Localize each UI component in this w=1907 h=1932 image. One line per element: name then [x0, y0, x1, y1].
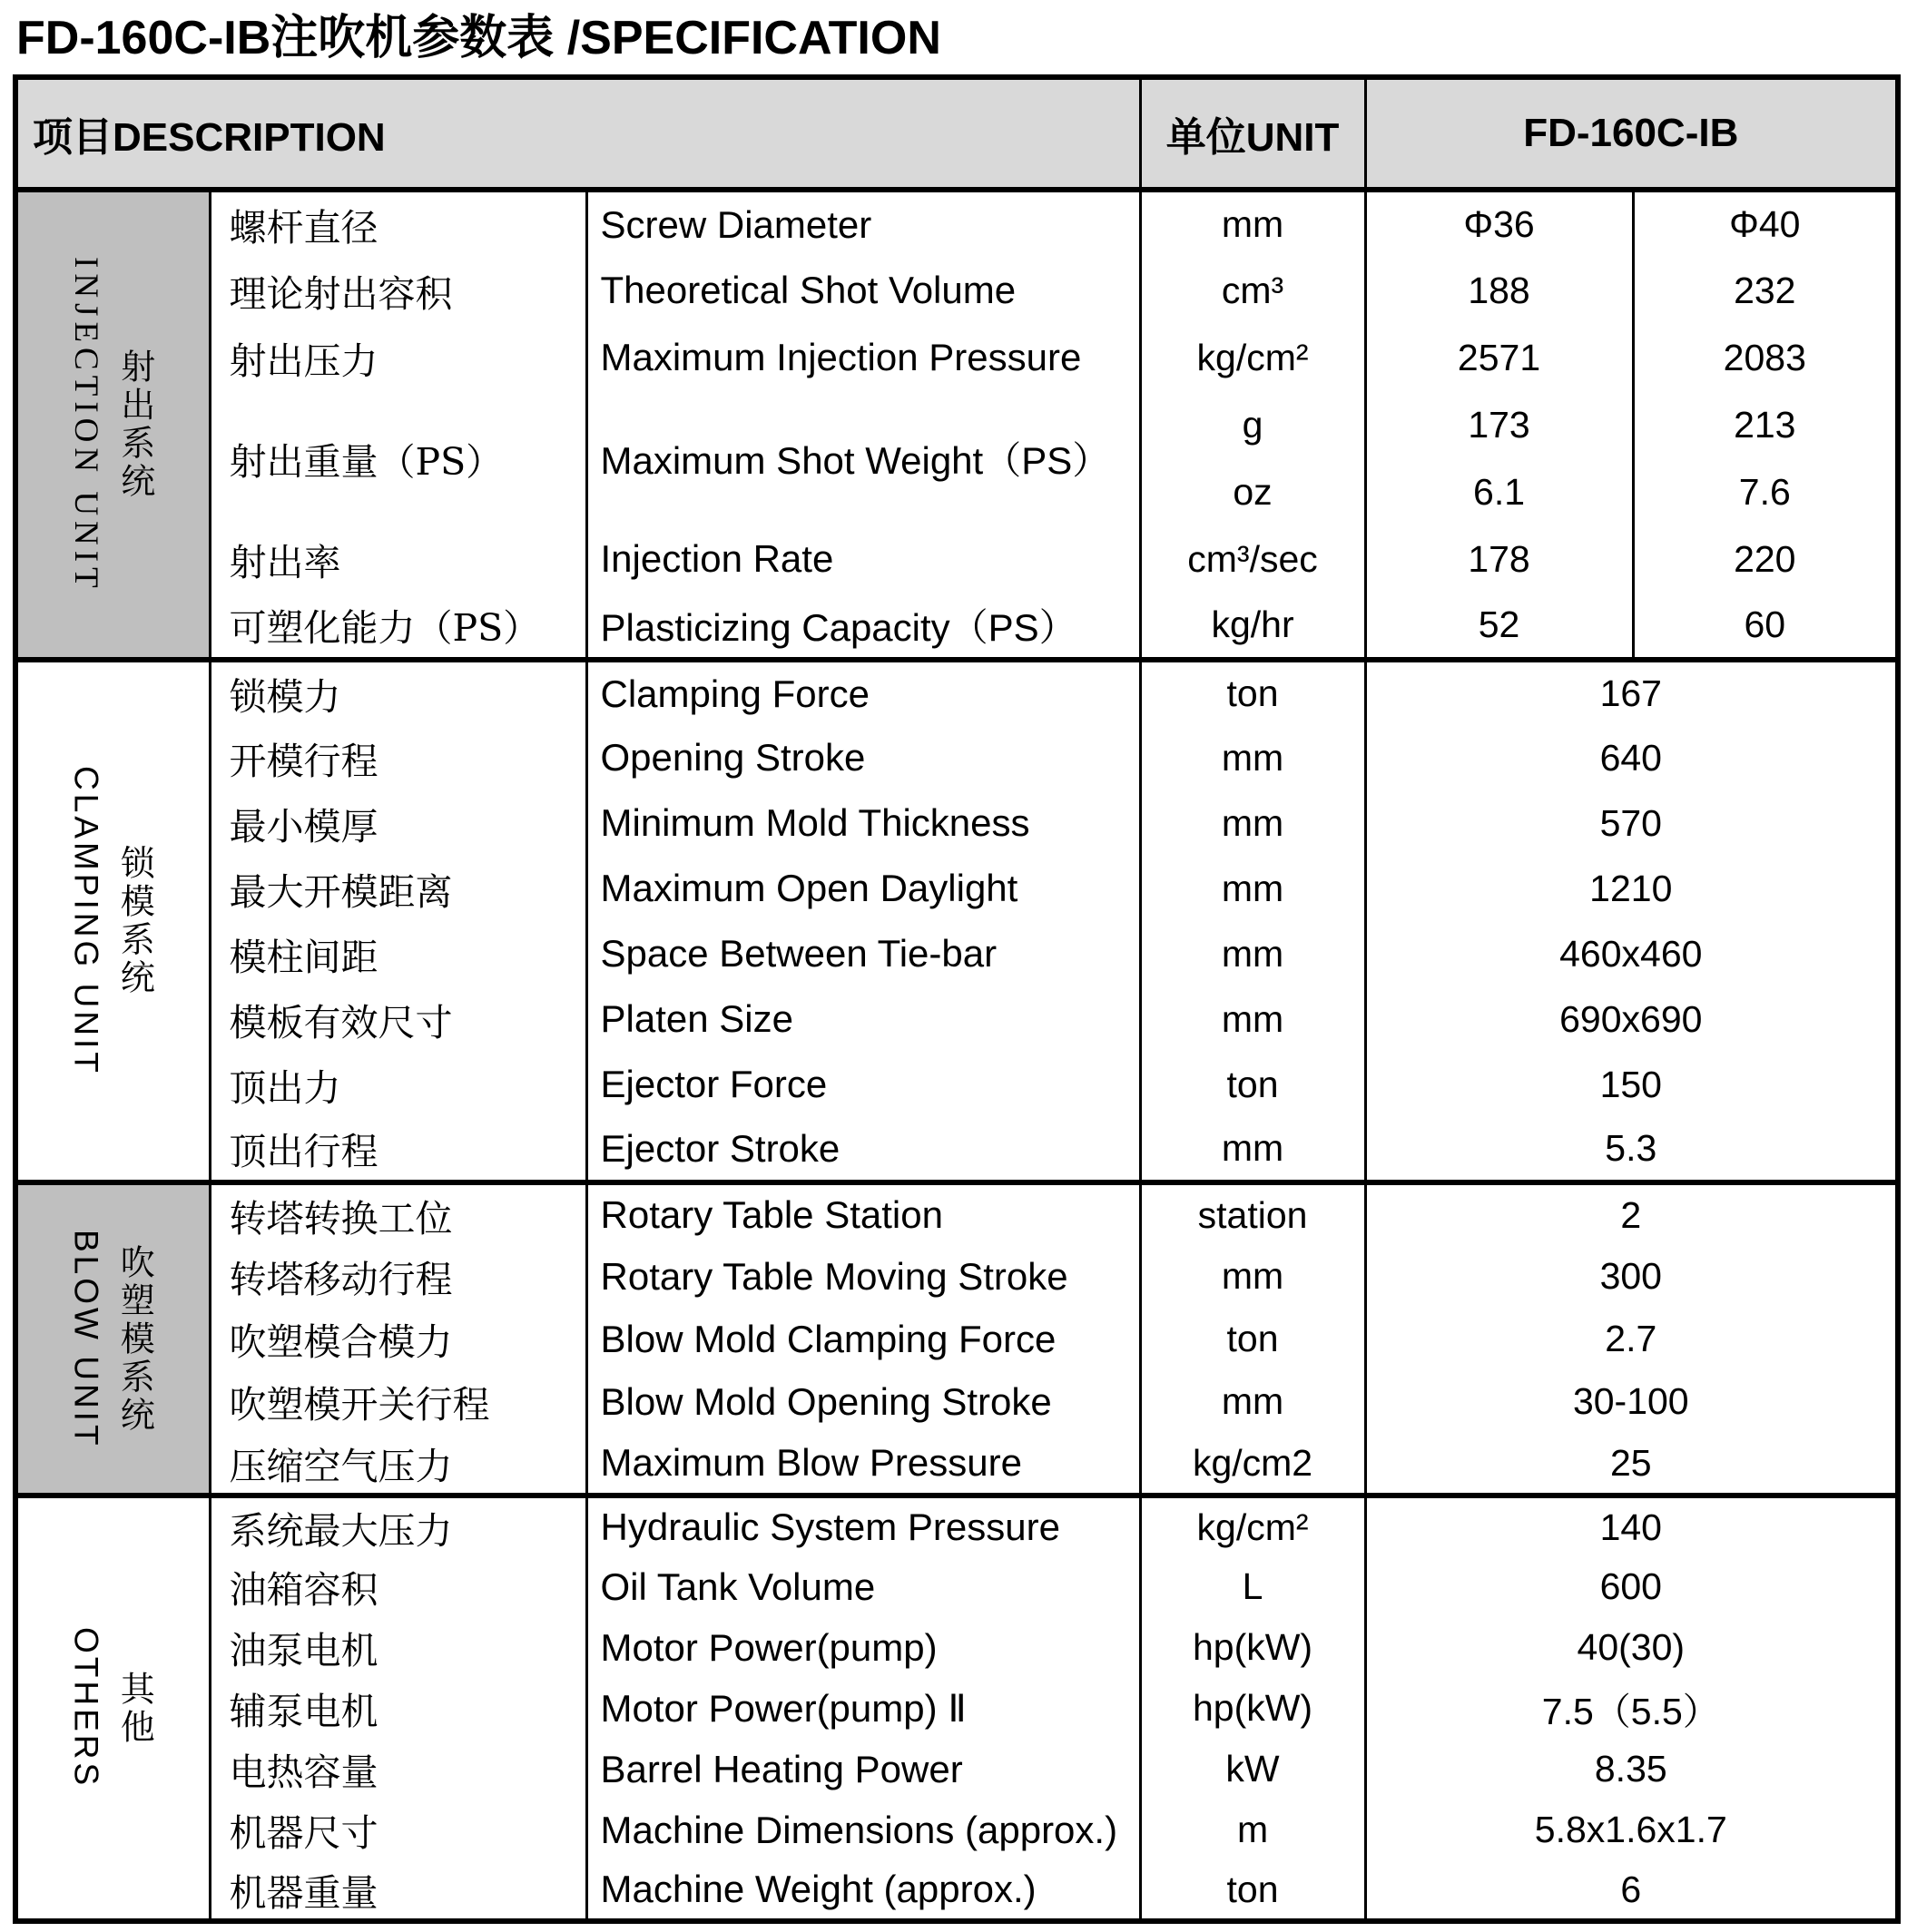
value-cell: 8.35	[1365, 1739, 1898, 1800]
section-label-wrap	[18, 1230, 209, 1449]
row-label-zh: 模板有效尺寸	[210, 986, 586, 1052]
value-cell: 690x690	[1365, 986, 1898, 1052]
value-cell: 1210	[1365, 856, 1898, 921]
value-cell: 25	[1365, 1433, 1898, 1496]
row-label-en: Ejector Force	[586, 1052, 1140, 1117]
row-label-en: Theoretical Shot Volume	[586, 257, 1140, 324]
value-cell: 7.5（5.5）	[1365, 1678, 1898, 1739]
row-label-zh: 射出压力	[210, 324, 586, 391]
value-cell: 167	[1365, 660, 1898, 725]
unit-cell: m	[1140, 1800, 1365, 1860]
section-label-en-others: OTHERS	[67, 1627, 105, 1790]
unit-cell: mm	[1140, 1117, 1365, 1182]
value-cell: 140	[1365, 1496, 1898, 1556]
row-label-en: Maximum Open Daylight	[586, 856, 1140, 921]
row-label-zh: 油泵电机	[210, 1617, 586, 1678]
unit-cell: L	[1140, 1556, 1365, 1617]
row-label-zh: 开模行程	[210, 725, 586, 790]
spec-row	[15, 1496, 1898, 1556]
section-label-wrap	[18, 766, 209, 1076]
header-unit: 单位UNIT	[1140, 77, 1365, 190]
row-label-zh: 顶出行程	[210, 1117, 586, 1182]
value-cell: 300	[1365, 1245, 1898, 1308]
row-label-zh: 可塑化能力（PS）	[210, 593, 586, 660]
row-label-en: Maximum Injection Pressure	[586, 324, 1140, 391]
header-row	[15, 77, 1898, 190]
section-label-zh-others: 其他	[114, 1670, 155, 1747]
row-label-en: Injection Rate	[586, 525, 1140, 593]
unit-cell: kg/cm2	[1140, 1433, 1365, 1496]
spec-table-body	[15, 190, 1898, 1921]
spec-row	[15, 1617, 1898, 1678]
unit-cell: ton	[1140, 1052, 1365, 1117]
value-cell: Φ40	[1633, 190, 1898, 257]
row-label-en: Machine Dimensions (approx.)	[586, 1800, 1140, 1860]
section-label-zh-injection: 射出系统	[114, 348, 155, 501]
unit-cell: mm	[1140, 790, 1365, 856]
unit-cell: ton	[1140, 660, 1365, 725]
row-label-zh: 电热容量	[210, 1739, 586, 1800]
spec-row	[15, 660, 1898, 725]
section-label-zh-blow: 吹塑模系统	[114, 1243, 155, 1435]
row-label-en: Hydraulic System Pressure	[586, 1496, 1140, 1556]
row-label-en: Minimum Mold Thickness	[586, 790, 1140, 856]
value-cell: 570	[1365, 790, 1898, 856]
section-sidebar-blow	[15, 1182, 210, 1496]
row-label-en: Motor Power(pump)	[586, 1617, 1140, 1678]
value-cell: 213	[1633, 391, 1898, 458]
unit-cell: kg/cm²	[1140, 1496, 1365, 1556]
value-cell: 5.3	[1365, 1117, 1898, 1182]
unit-cell: kg/hr	[1140, 593, 1365, 660]
row-label-zh: 螺杆直径	[210, 190, 586, 257]
value-cell: Φ36	[1365, 190, 1633, 257]
spec-row	[15, 1245, 1898, 1308]
unit-cell: kW	[1140, 1739, 1365, 1800]
unit-cell: hp(kW)	[1140, 1678, 1365, 1739]
spec-row	[15, 1052, 1898, 1117]
row-label-zh: 机器尺寸	[210, 1800, 586, 1860]
spec-row	[15, 725, 1898, 790]
row-label-en: Machine Weight (approx.)	[586, 1860, 1140, 1921]
value-cell: 150	[1365, 1052, 1898, 1117]
value-cell: 30-100	[1365, 1370, 1898, 1433]
section-label-en-blow: BLOW UNIT	[67, 1229, 105, 1449]
spec-row	[15, 790, 1898, 856]
value-cell: 188	[1365, 257, 1633, 324]
spec-row	[15, 1308, 1898, 1370]
row-label-zh: 射出率	[210, 525, 586, 593]
row-label-en: Motor Power(pump) Ⅱ	[586, 1678, 1140, 1739]
spec-row	[15, 1433, 1898, 1496]
row-label-zh: 机器重量	[210, 1860, 586, 1921]
value-cell: 2	[1365, 1182, 1898, 1245]
spec-row	[15, 1739, 1898, 1800]
row-label-zh: 油箱容积	[210, 1556, 586, 1617]
unit-cell: kg/cm²	[1140, 324, 1365, 391]
row-label-en: Maximum Shot Weight（PS）	[586, 391, 1140, 525]
row-label-zh: 最大开模距离	[210, 856, 586, 921]
spec-row	[15, 1800, 1898, 1860]
row-label-en: Ejector Stroke	[586, 1117, 1140, 1182]
value-cell: 5.8x1.6x1.7	[1365, 1800, 1898, 1860]
spec-row	[15, 1182, 1898, 1245]
row-label-zh: 射出重量（PS）	[210, 391, 586, 525]
row-label-zh: 吹塑模合模力	[210, 1308, 586, 1370]
row-label-zh: 系统最大压力	[210, 1496, 586, 1556]
spec-row	[15, 921, 1898, 986]
row-label-en: Opening Stroke	[586, 725, 1140, 790]
section-sidebar-clamping	[15, 660, 210, 1182]
section-label-zh-clamping: 锁模系统	[114, 844, 155, 997]
unit-cell: ton	[1140, 1308, 1365, 1370]
spec-row	[15, 391, 1898, 458]
row-label-en: Maximum Blow Pressure	[586, 1433, 1140, 1496]
row-label-zh: 模柱间距	[210, 921, 586, 986]
header-description: 项目DESCRIPTION	[15, 77, 1140, 190]
value-cell: 460x460	[1365, 921, 1898, 986]
value-cell: 6	[1365, 1860, 1898, 1921]
row-label-zh: 吹塑模开关行程	[210, 1370, 586, 1433]
row-label-en: Platen Size	[586, 986, 1140, 1052]
value-cell: 232	[1633, 257, 1898, 324]
page-title: FD-160C-IB注吹机参数表 /SPECIFICATION	[16, 12, 941, 64]
row-label-en: Blow Mold Clamping Force	[586, 1308, 1140, 1370]
spec-row	[15, 190, 1898, 257]
unit-cell: hp(kW)	[1140, 1617, 1365, 1678]
section-label-wrap	[18, 257, 209, 593]
unit-cell: mm	[1140, 856, 1365, 921]
unit-cell: ton	[1140, 1860, 1365, 1921]
value-cell: 2.7	[1365, 1308, 1898, 1370]
value-cell: 6.1	[1365, 458, 1633, 525]
spec-row	[15, 986, 1898, 1052]
spec-row	[15, 1860, 1898, 1921]
unit-cell: cm³	[1140, 257, 1365, 324]
unit-cell: mm	[1140, 986, 1365, 1052]
row-label-zh: 理论射出容积	[210, 257, 586, 324]
section-sidebar-injection	[15, 190, 210, 660]
row-label-en: Oil Tank Volume	[586, 1556, 1140, 1617]
spec-table	[13, 74, 1901, 1924]
row-label-en: Plasticizing Capacity（PS）	[586, 593, 1140, 660]
value-cell: 2083	[1633, 324, 1898, 391]
row-label-en: Space Between Tie-bar	[586, 921, 1140, 986]
unit-cell: cm³/sec	[1140, 525, 1365, 593]
spec-row	[15, 1370, 1898, 1433]
unit-cell: mm	[1140, 1370, 1365, 1433]
spec-row	[15, 1556, 1898, 1617]
section-label-wrap	[18, 1627, 209, 1789]
value-cell: 7.6	[1633, 458, 1898, 525]
row-label-zh: 压缩空气压力	[210, 1433, 586, 1496]
unit-cell: mm	[1140, 1245, 1365, 1308]
spec-row	[15, 1678, 1898, 1739]
value-cell: 52	[1365, 593, 1633, 660]
unit-cell: station	[1140, 1182, 1365, 1245]
section-label-en-injection: INJECTION UNIT	[66, 256, 104, 593]
value-cell: 600	[1365, 1556, 1898, 1617]
unit-cell: mm	[1140, 921, 1365, 986]
row-label-zh: 转塔移动行程	[210, 1245, 586, 1308]
value-cell: 220	[1633, 525, 1898, 593]
row-label-en: Screw Diameter	[586, 190, 1140, 257]
unit-cell: mm	[1140, 725, 1365, 790]
spec-row	[15, 593, 1898, 660]
unit-cell: g	[1140, 391, 1365, 458]
spec-table-header	[15, 77, 1898, 190]
value-cell: 640	[1365, 725, 1898, 790]
row-label-zh: 顶出力	[210, 1052, 586, 1117]
row-label-en: Blow Mold Opening Stroke	[586, 1370, 1140, 1433]
row-label-zh: 辅泵电机	[210, 1678, 586, 1739]
spec-row	[15, 324, 1898, 391]
spec-row	[15, 1117, 1898, 1182]
row-label-en: Barrel Heating Power	[586, 1739, 1140, 1800]
row-label-zh: 锁模力	[210, 660, 586, 725]
row-label-en: Clamping Force	[586, 660, 1140, 725]
row-label-en: Rotary Table Station	[586, 1182, 1140, 1245]
value-cell: 173	[1365, 391, 1633, 458]
unit-cell: oz	[1140, 458, 1365, 525]
spec-row	[15, 525, 1898, 593]
value-cell: 178	[1365, 525, 1633, 593]
value-cell: 2571	[1365, 324, 1633, 391]
value-cell: 40(30)	[1365, 1617, 1898, 1678]
section-sidebar-others	[15, 1496, 210, 1921]
spec-row	[15, 856, 1898, 921]
section-label-en-clamping: CLAMPING UNIT	[67, 766, 105, 1076]
header-model: FD-160C-IB	[1365, 77, 1898, 190]
value-cell: 60	[1633, 593, 1898, 660]
row-label-zh: 最小模厚	[210, 790, 586, 856]
spec-row	[15, 257, 1898, 324]
row-label-zh: 转塔转换工位	[210, 1182, 586, 1245]
unit-cell: mm	[1140, 190, 1365, 257]
row-label-en: Rotary Table Moving Stroke	[586, 1245, 1140, 1308]
